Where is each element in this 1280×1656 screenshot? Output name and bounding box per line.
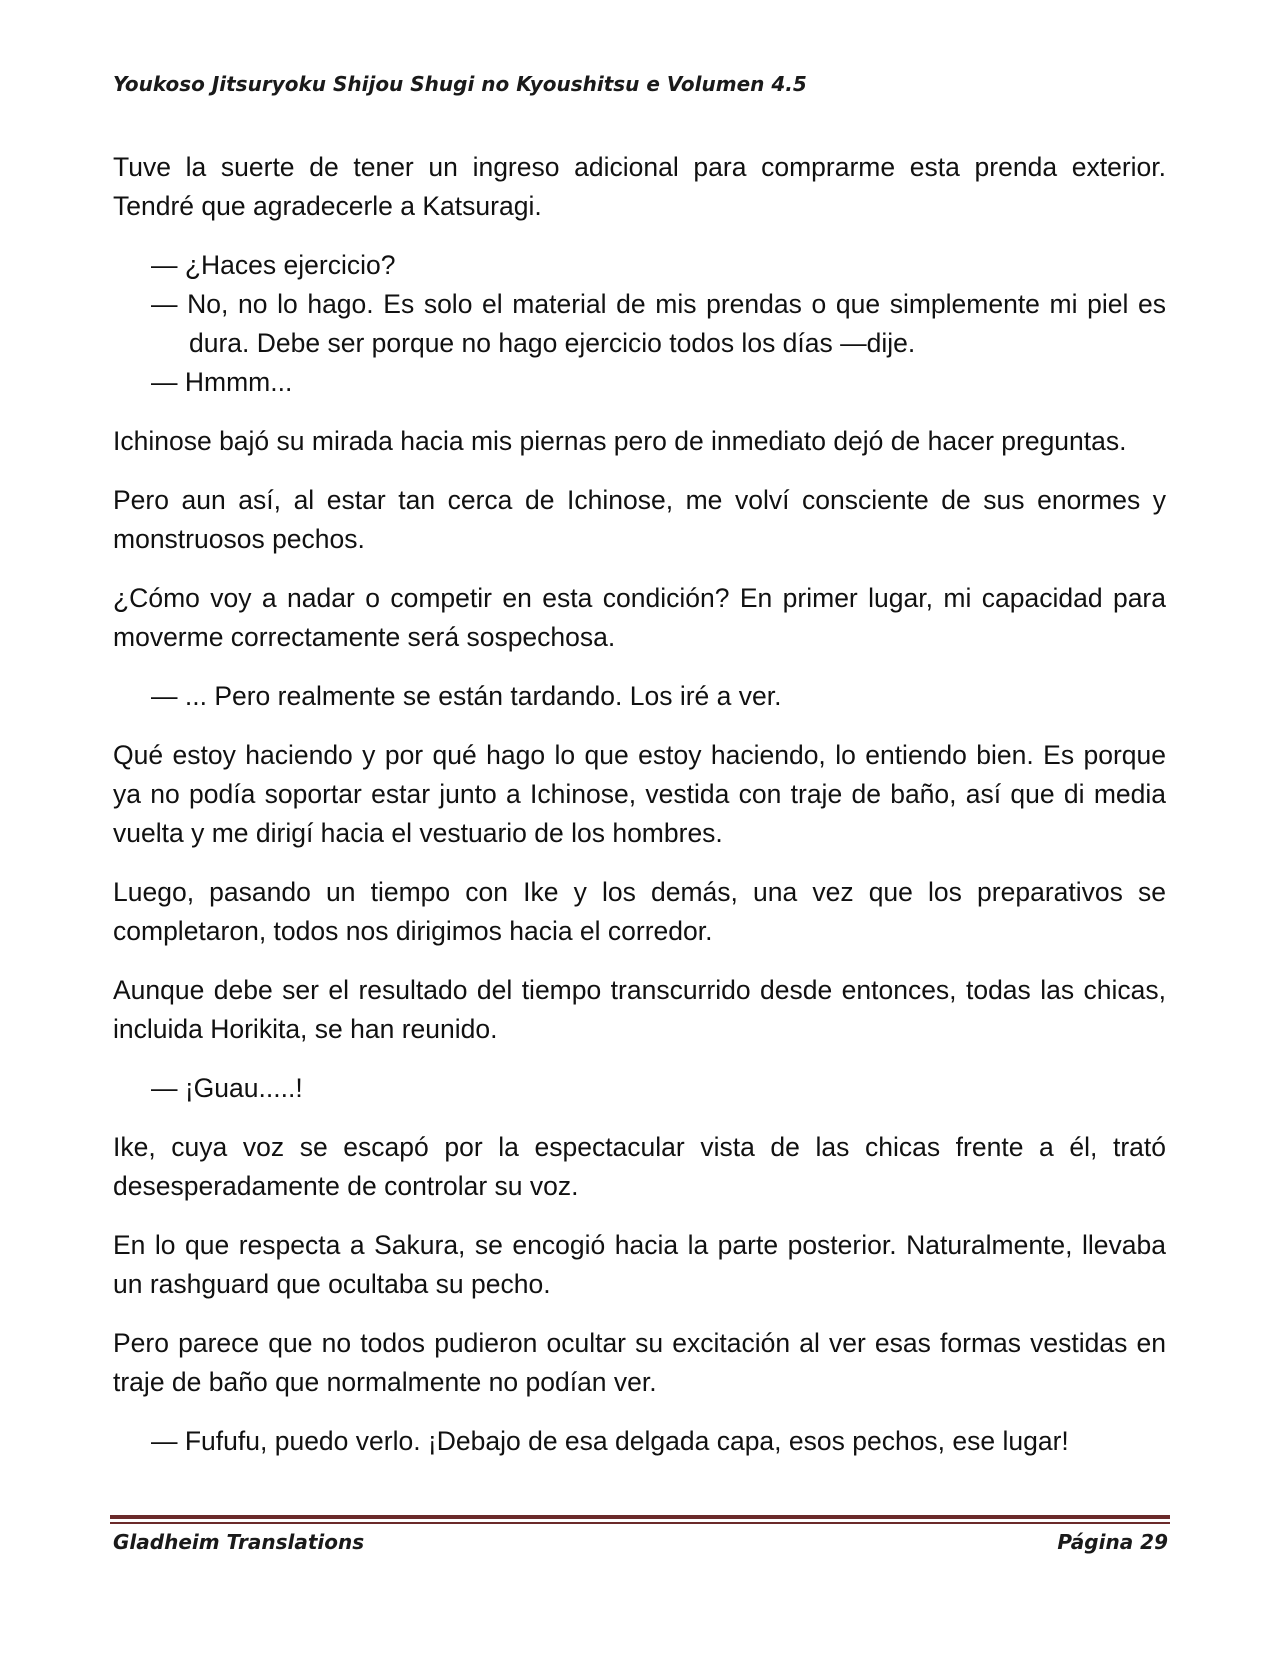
dialogue-block — [151, 677, 1166, 716]
paragraph: Qué estoy haciendo y por qué hago lo que estoy haciendo, lo entiendo bien. Es porque ya no podía soportar estar junto a Ichinose, vestida con traje de baño, así que di media vuelta y me dirigí hacia el vestuario de los hombres. — [113, 740, 1166, 848]
paragraph: Tuve la suerte de tener un ingreso adicional para comprarme esta prenda exterior. Tendré que agradecerle a Katsuragi. — [113, 152, 1166, 221]
page-number: Página 29 — [1057, 1530, 1168, 1554]
dialogue-line: — No, no lo hago. Es solo el material de mis prendas o que simplemente mi piel es dura. Debe ser porque no hago ejercicio todos los días —dije. — [151, 289, 1166, 358]
page-body — [113, 148, 1166, 1481]
dialogue-line: — ¿Haces ejercicio? — [151, 250, 396, 280]
dialogue-block — [151, 1422, 1166, 1461]
running-header: Youkoso Jitsuryoku Shijou Shugi no Kyoushitsu e Volumen 4.5 — [113, 72, 807, 96]
dialogue-block — [151, 1069, 1166, 1108]
paragraph: Ichinose bajó su mirada hacia mis piernas pero de inmediato dejó de hacer preguntas. — [113, 426, 1127, 456]
paragraph: Luego, pasando un tiempo con Ike y los demás, una vez que los preparativos se completaron, todos nos dirigimos hacia el corredor. — [113, 877, 1166, 946]
paragraph: Ike, cuya voz se escapó por la espectacular vista de las chicas frente a él, trató desesperadamente de controlar su voz. — [113, 1132, 1166, 1201]
paragraph: Pero aun así, al estar tan cerca de Ichinose, me volví consciente de sus enormes y monstruosos pechos. — [113, 485, 1166, 554]
footer-divider — [110, 1515, 1170, 1519]
paragraph: En lo que respecta a Sakura, se encogió hacia la parte posterior. Naturalmente, llevaba un rashguard que ocultaba su pecho. — [113, 1230, 1166, 1299]
footer-divider-thin — [110, 1522, 1170, 1524]
dialogue-block — [151, 246, 1166, 402]
footer-translator-credit: Gladheim Translations — [113, 1530, 365, 1554]
paragraph: Aunque debe ser el resultado del tiempo transcurrido desde entonces, todas las chicas, incluida Horikita, se han reunido. — [113, 975, 1166, 1044]
paragraph: Pero parece que no todos pudieron ocultar su excitación al ver esas formas vestidas en traje de baño que normalmente no podían ver. — [113, 1328, 1166, 1397]
dialogue-line: — ¡Guau.....! — [151, 1073, 303, 1103]
dialogue-line: — Hmmm... — [151, 367, 293, 397]
dialogue-line: — Fufufu, puedo verlo. ¡Debajo de esa delgada capa, esos pechos, ese lugar! — [151, 1426, 1069, 1456]
paragraph: ¿Cómo voy a nadar o competir en esta condición? En primer lugar, mi capacidad para moverme correctamente será sospechosa. — [113, 583, 1166, 652]
dialogue-line: — ... Pero realmente se están tardando. Los iré a ver. — [151, 681, 782, 711]
